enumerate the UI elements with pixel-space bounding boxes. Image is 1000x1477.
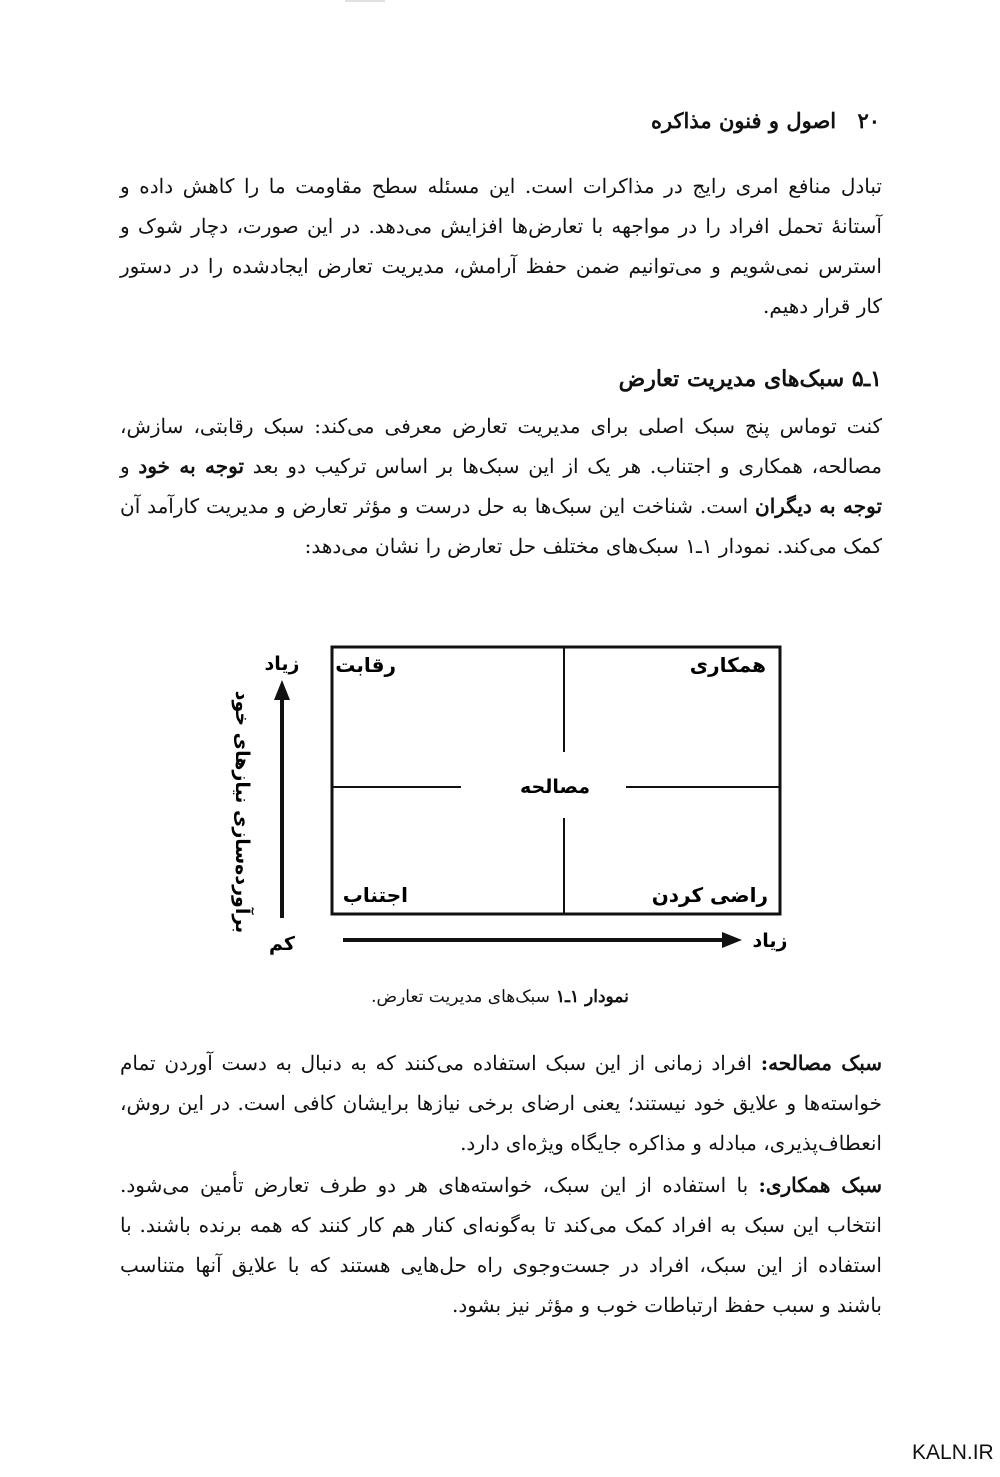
compromise-style-text: افراد زمانی از این سبک استفاده می‌کنند که به دنبال به دست آوردن تمام خواسته‌ها و علایق خود نیستند؛ یعنی ارضای برخی نیازها برایشان کافی است. در این روش، انعطاف‌پذیری، مبادله و مذاکره جایگاه ویژه‌ای دارد. bbox=[120, 1051, 882, 1155]
quadrant-collaboration: همکاری bbox=[689, 653, 766, 677]
section-paragraph bbox=[120, 406, 882, 566]
collaboration-style-text: با استفاده از این سبک، خواسته‌های هر دو طرف تعارض تأمین می‌شود. انتخاب این سبک به افراد کمک می‌کند تا به‌گونه‌ای کنار هم کار کنند که همه برنده باشند. با استفاده از این سبک، افراد در جست‌وجوی راه حل‌هایی هستند که با علایق آنها متناسب باشند و سبب حفظ ارتباطات خوب و مؤثر نیز بشود. bbox=[120, 1173, 882, 1317]
x-axis-high-label: زیاد bbox=[752, 930, 788, 952]
self-concern-term: توجه به خود bbox=[138, 454, 245, 478]
section-heading: ۱ـ۵ سبک‌های مدیریت تعارض bbox=[618, 366, 882, 392]
intro-paragraph: تبادل منافع امری رایج در مذاکرات است. این مسئله سطح مقاومت ما را کاهش داده و آستانهٔ تحمل افراد را در مواجهه با تعارض‌ها افزایش می‌دهد. در این صورت، دچار شوک و استرس نمی‌شویم و می‌توانیم ضمن حفظ آرامش، مدیریت تعارض ایجادشده را در دستور کار قرار دهیم. bbox=[120, 174, 882, 318]
others-concern-term: توجه به دیگران bbox=[755, 494, 883, 518]
x-axis-arrowhead bbox=[722, 932, 742, 948]
site-watermark: KALN.IR bbox=[912, 1441, 994, 1464]
top-edge-mark bbox=[345, 0, 385, 2]
page-number: ۲۰ bbox=[857, 108, 880, 133]
page-header bbox=[120, 108, 880, 133]
section-paragraph-part-a: کنت توماس پنج سبک اصلی برای مدیریت تعارض معرفی می‌کند: سبک رقابتی، سازش، مصالحه، همکاری و اجتناب. هر یک از این سبک‌ها بر اساس ترکیب دو بعد bbox=[120, 414, 882, 478]
y-axis-label: برآورده‌سازی نیازهای خود bbox=[231, 690, 253, 934]
y-axis-low-label: کم bbox=[269, 933, 295, 955]
y-axis-high-label: زیاد bbox=[264, 653, 300, 675]
caption-number: نمودار ۱ـ۱ bbox=[555, 987, 629, 1007]
conflict-styles-diagram bbox=[0, 630, 1000, 970]
quadrant-compromise: مصالحه bbox=[520, 776, 590, 798]
compromise-style-term: سبک مصالحه: bbox=[760, 1051, 883, 1075]
compromise-style-paragraph bbox=[120, 1043, 882, 1163]
collaboration-style-paragraph bbox=[120, 1165, 882, 1325]
figure-caption bbox=[0, 987, 1000, 1007]
section-paragraph-part-d: است. شناخت این سبک‌ها به حل درست و مؤثر تعارض و مدیریت کارآمد آن کمک می‌کند. نمودار ۱ـ۱ سبک‌های مختلف حل تعارض را نشان می‌دهد: bbox=[120, 494, 882, 558]
caption-text: سبک‌های مدیریت تعارض. bbox=[371, 987, 550, 1007]
book-title: اصول و فنون مذاکره bbox=[650, 108, 837, 133]
quadrant-accommodation: راضی کردن bbox=[651, 883, 768, 907]
y-axis-arrowhead bbox=[274, 680, 290, 700]
section-paragraph-part-c: و bbox=[120, 454, 139, 478]
quadrant-avoidance: اجتناب bbox=[342, 883, 408, 907]
quadrant-competition: رقابت bbox=[335, 653, 396, 677]
collaboration-style-term: سبک همکاری: bbox=[758, 1173, 883, 1197]
